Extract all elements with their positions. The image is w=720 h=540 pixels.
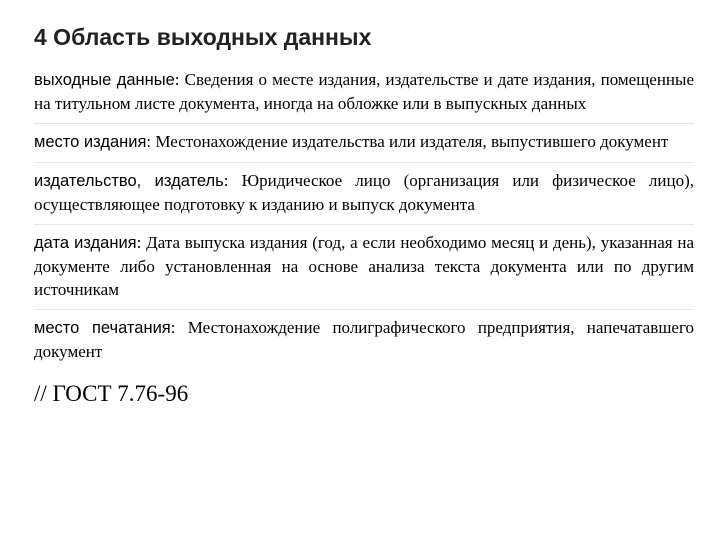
definition-place-of-publication (34, 123, 694, 162)
definition-text: Дата выпуска издания (год, а если необходимо месяц и день), указанная на документе либо установленная на основе анализа текста документа или по другим источникам (34, 233, 695, 299)
definition-text: Юридическое лицо (организация или физическое лицо), осуществляющее подготовку к изданию и выпуск документа (34, 171, 694, 214)
definition-term: место печатания (34, 319, 171, 337)
definition-separator: : (223, 171, 229, 190)
definition-term: место издания (34, 133, 147, 151)
definition-publication-date (34, 224, 694, 309)
definition-term: издательство, издатель (34, 172, 224, 190)
definition-text: Местонахождение полиграфического предприятия, напечатавшего документ (34, 318, 694, 361)
definition-text: Сведения о месте издания, издательстве и дате издания, помещенные на титульном листе документа, иногда на обложке или в выпускных данных (34, 70, 694, 113)
definition-separator: : (170, 318, 176, 337)
definition-publisher (34, 162, 694, 224)
definition-separator: : (174, 70, 180, 89)
definition-separator: : (146, 132, 152, 151)
definition-place-of-printing (34, 309, 694, 371)
definition-text: Местонахождение издательства или издателя, выпустившего документ (155, 132, 669, 151)
definition-term: выходные данные (34, 71, 175, 89)
slide (34, 22, 694, 409)
definition-output-data (34, 64, 694, 123)
source-reference: // ГОСТ 7.76-96 (34, 381, 189, 406)
definition-separator: : (136, 233, 142, 252)
definition-term: дата издания (34, 234, 137, 252)
page-title: 4 Область выходных данных (34, 24, 372, 50)
